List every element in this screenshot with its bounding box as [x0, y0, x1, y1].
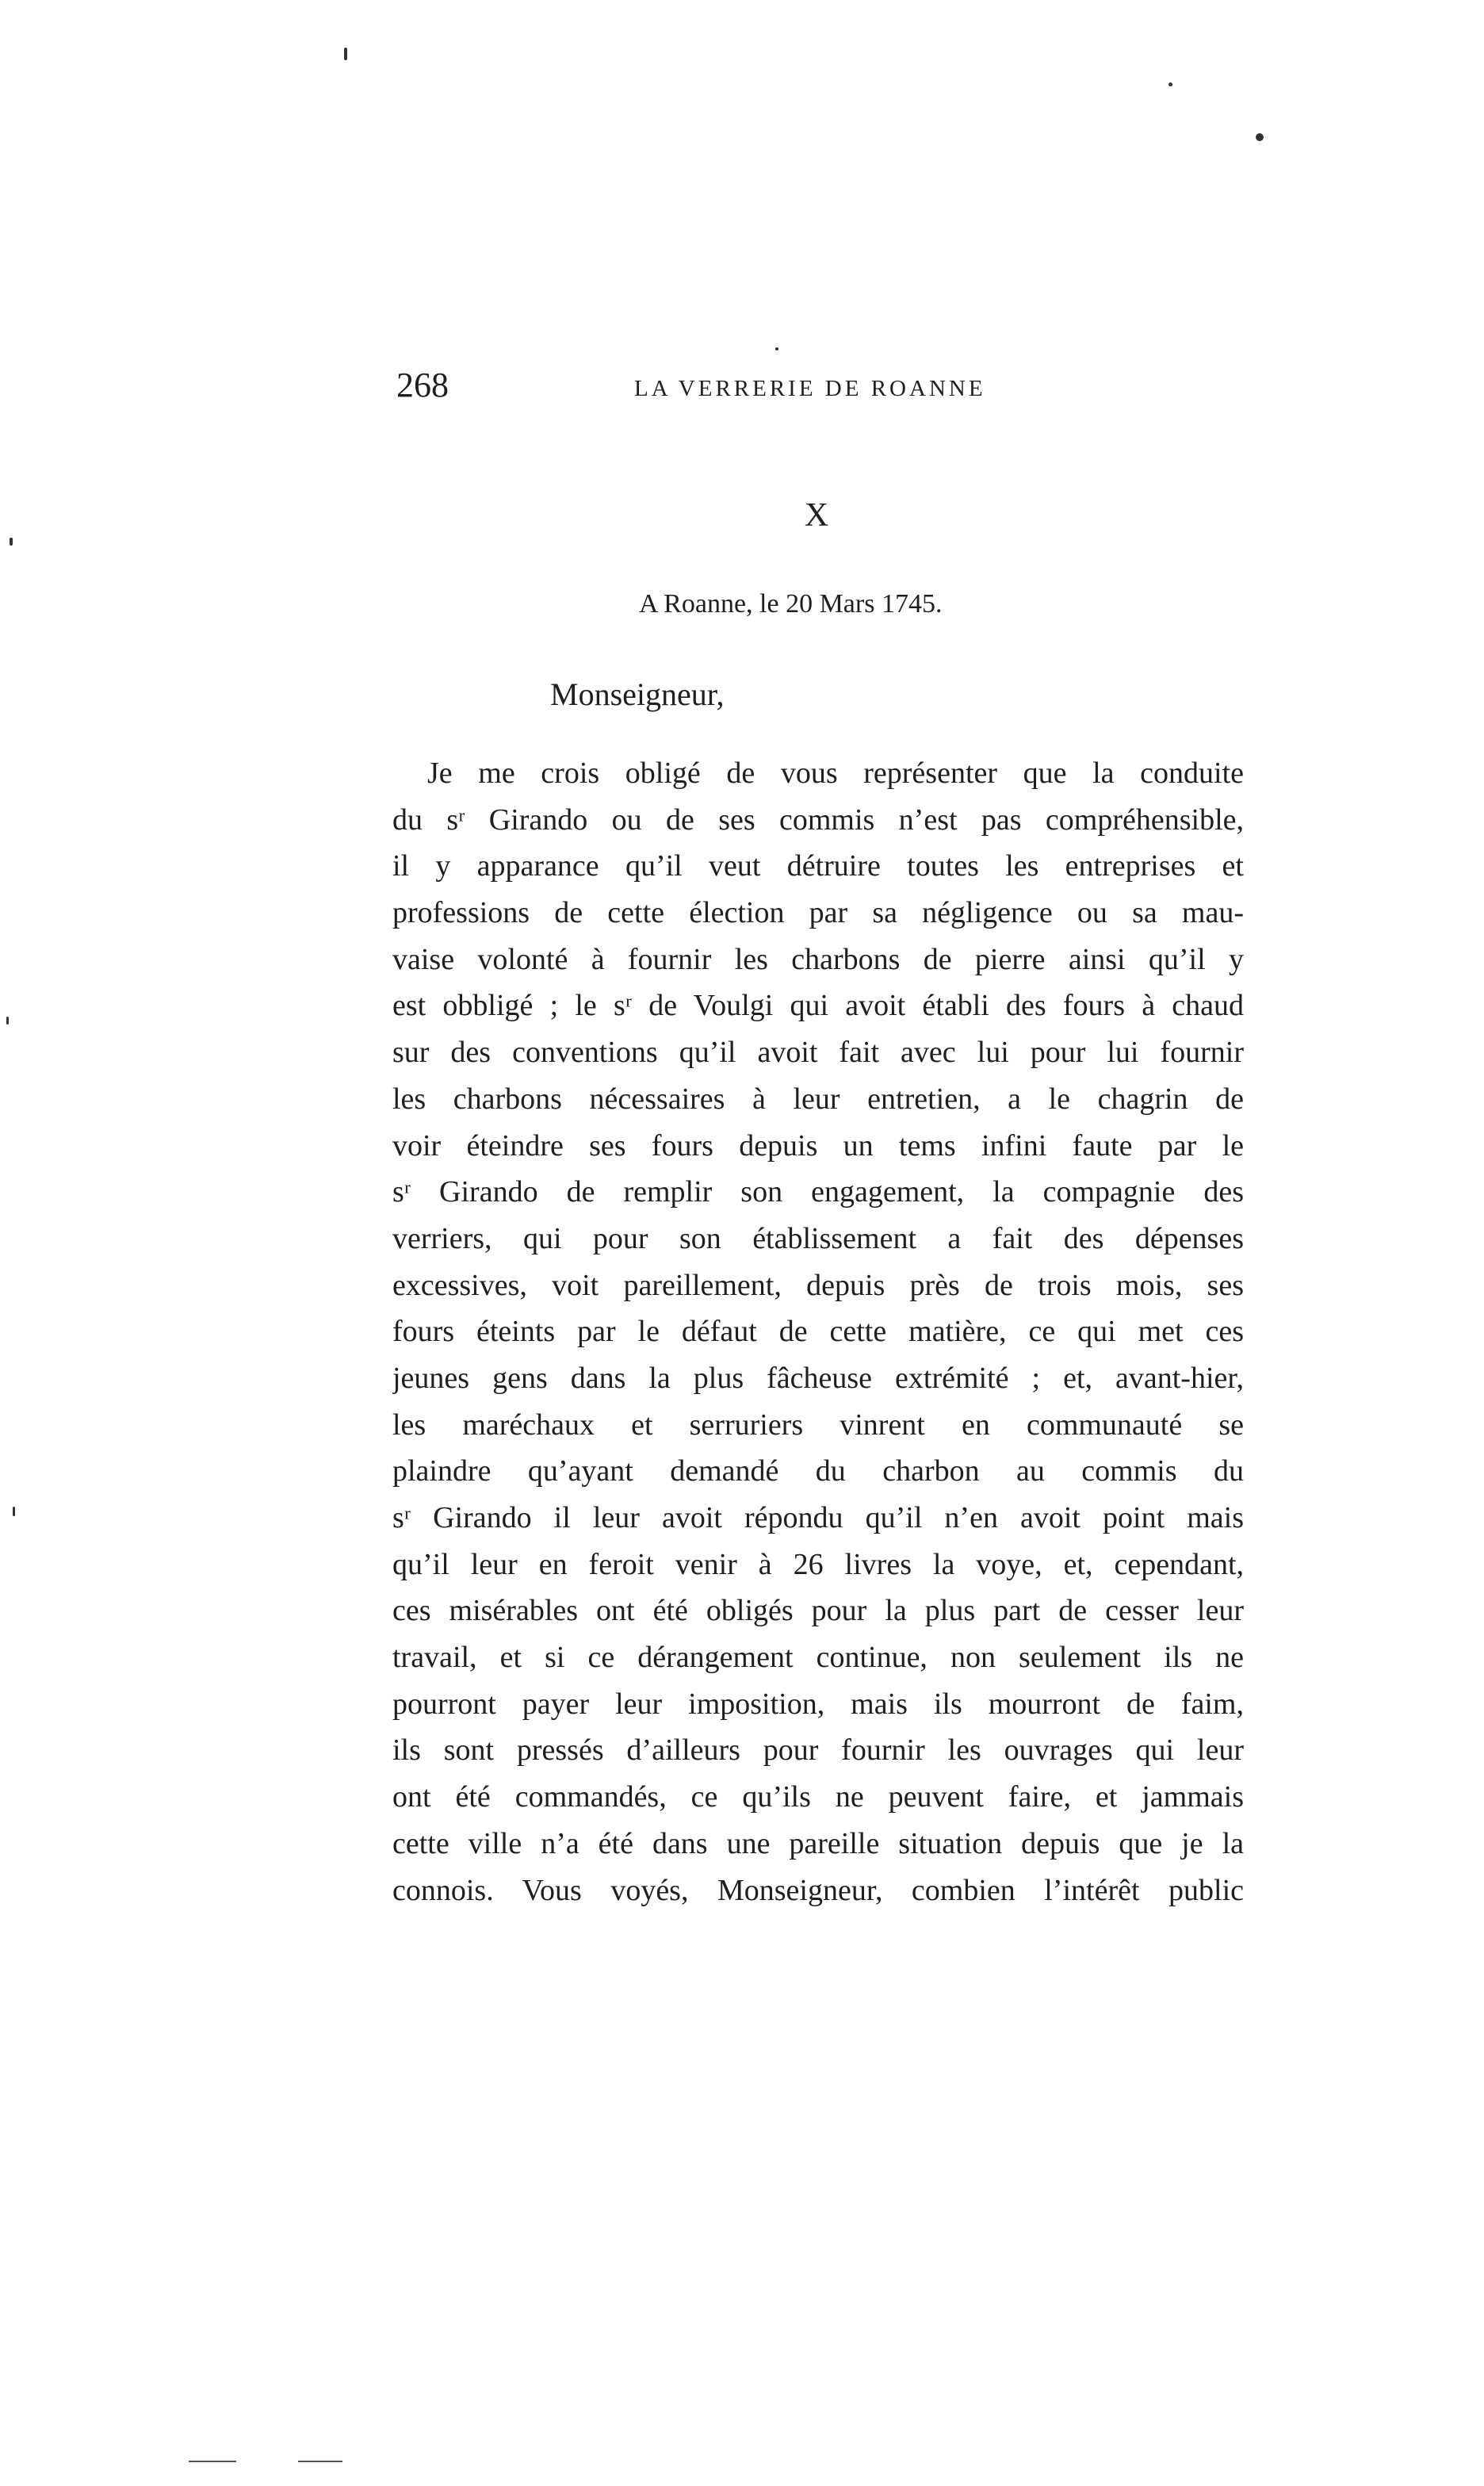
body-line: verriers, qui pour son établissement a fait des dépenses — [392, 1221, 1244, 1255]
scan-edge-mark — [189, 2461, 236, 2462]
body-line: qu’il leur en feroit venir à 26 livres la voye, et, cependant, — [392, 1547, 1244, 1581]
body-line: sʳ Girando de remplir son engagement, la compagnie des — [392, 1175, 1244, 1209]
body-line: Je me crois obligé de vous représenter que la conduite — [427, 757, 1244, 790]
body-line: il y apparance qu’il veut détruire toutes les entreprises et — [392, 849, 1244, 883]
body-line: plaindre qu’ayant demandé du charbon au commis du — [392, 1454, 1244, 1488]
page-number: 268 — [396, 366, 449, 404]
body-line: pourront payer leur imposition, mais ils mourront de faim, — [392, 1687, 1244, 1721]
body-line: ces misérables ont été obligés pour la plus part de cesser leur — [392, 1594, 1244, 1628]
letter-body — [392, 750, 1244, 1913]
body-line: les charbons nécessaires à leur entretien, a le chagrin de — [392, 1082, 1244, 1116]
body-line: du sʳ Girando ou de ses commis n’est pas compréhensible, — [392, 802, 1244, 837]
body-line: jeunes gens dans la plus fâcheuse extrémité ; et, avant-hier, — [392, 1361, 1244, 1395]
body-line: les maréchaux et serruriers vinrent en communauté se — [392, 1408, 1244, 1442]
body-line: voir éteindre ses fours depuis un tems infini faute par le — [392, 1128, 1244, 1163]
body-line: vaise volonté à fournir les charbons de pierre ainsi qu’il y — [392, 942, 1244, 976]
body-line: est obbligé ; le sʳ de Voulgi qui avoit établi des fours à chaud — [392, 989, 1244, 1023]
body-line: sʳ Girando il leur avoit répondu qu’il n’en avoit point mais — [392, 1501, 1244, 1534]
letter-dateline: A Roanne, le 20 Mars 1745. — [639, 589, 943, 619]
section-number: X — [804, 497, 829, 534]
body-line: sur des conventions qu’il avoit fait avec lui pour lui fournir — [392, 1036, 1244, 1070]
scan-speck — [775, 347, 778, 350]
scan-speck — [10, 538, 13, 546]
scan-speck — [13, 1507, 15, 1516]
body-line: ont été commandés, ce qu’ils ne peuvent faire, et jammais — [392, 1780, 1244, 1814]
letter-salutation: Monseigneur, — [550, 676, 725, 712]
scan-edge-mark — [298, 2461, 342, 2462]
scan-speck — [6, 1017, 9, 1025]
running-head — [396, 362, 999, 409]
scan-speck — [1168, 82, 1172, 86]
body-line: cette ville n’a été dans une pareille situation depuis que je la — [392, 1826, 1244, 1860]
body-line: professions de cette élection par sa négligence ou sa mau- — [392, 896, 1244, 930]
body-line: travail, et si ce dérangement continue, non seulement ils ne — [392, 1641, 1244, 1675]
body-line: excessives, voit pareillement, depuis près de trois mois, ses — [392, 1268, 1244, 1302]
body-line: connois. Vous voyés, Monseigneur, combien l’intérêt public — [392, 1873, 1244, 1907]
scan-speck — [344, 48, 347, 60]
body-line: fours éteints par le défaut de cette matière, ce qui met ces — [392, 1315, 1244, 1349]
body-line: ils sont pressés d’ailleurs pour fournir les ouvrages qui leur — [392, 1733, 1244, 1768]
running-title: LA VERRERIE DE ROANNE — [634, 376, 986, 401]
scan-speck — [1256, 133, 1264, 141]
